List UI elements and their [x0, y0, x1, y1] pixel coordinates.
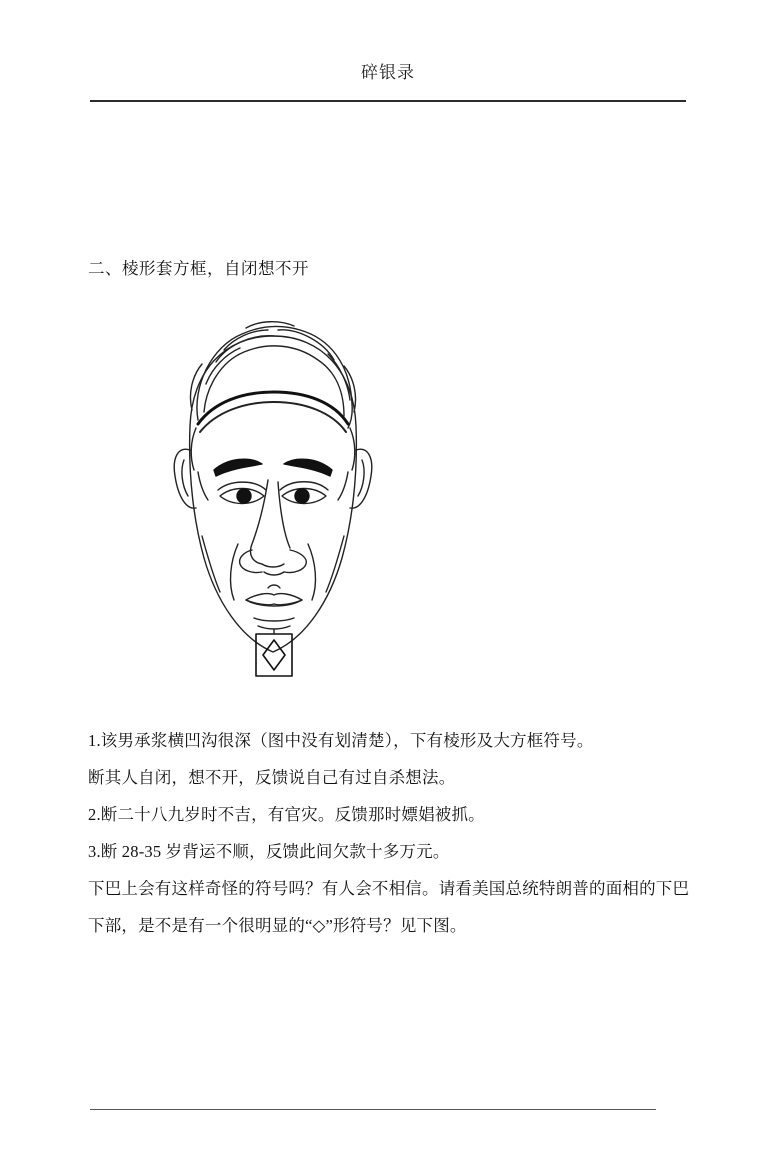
- paragraph-4: 3.断 28-35 岁背运不顺，反馈此间欠款十多万元。: [88, 842, 450, 861]
- page-header-title: 碎银录: [361, 63, 415, 82]
- paragraph-2: 断其人自闭，想不开，反馈说自己有过自杀想法。: [88, 768, 456, 787]
- paragraph-5: 下巴上会有这样奇怪的符号吗？有人会不相信。请看美国总统特朗普的面相的下巴下部，是不是有一个很明显的“◇”形符号？见下图。: [88, 879, 690, 935]
- footer-divider: [90, 1109, 656, 1110]
- paragraph-1: 1.该男承浆横凹沟很深（图中没有划清楚），下有棱形及大方框符号。: [88, 731, 594, 750]
- body-text: [88, 722, 694, 944]
- section-heading: 二、棱形套方框，自闭想不开: [88, 259, 309, 278]
- header-divider: [90, 100, 686, 102]
- paragraph-3: 2.断二十八九岁时不吉，有官灾。反馈那时嫖娼被抓。: [88, 805, 485, 824]
- face-diagram: [128, 300, 418, 700]
